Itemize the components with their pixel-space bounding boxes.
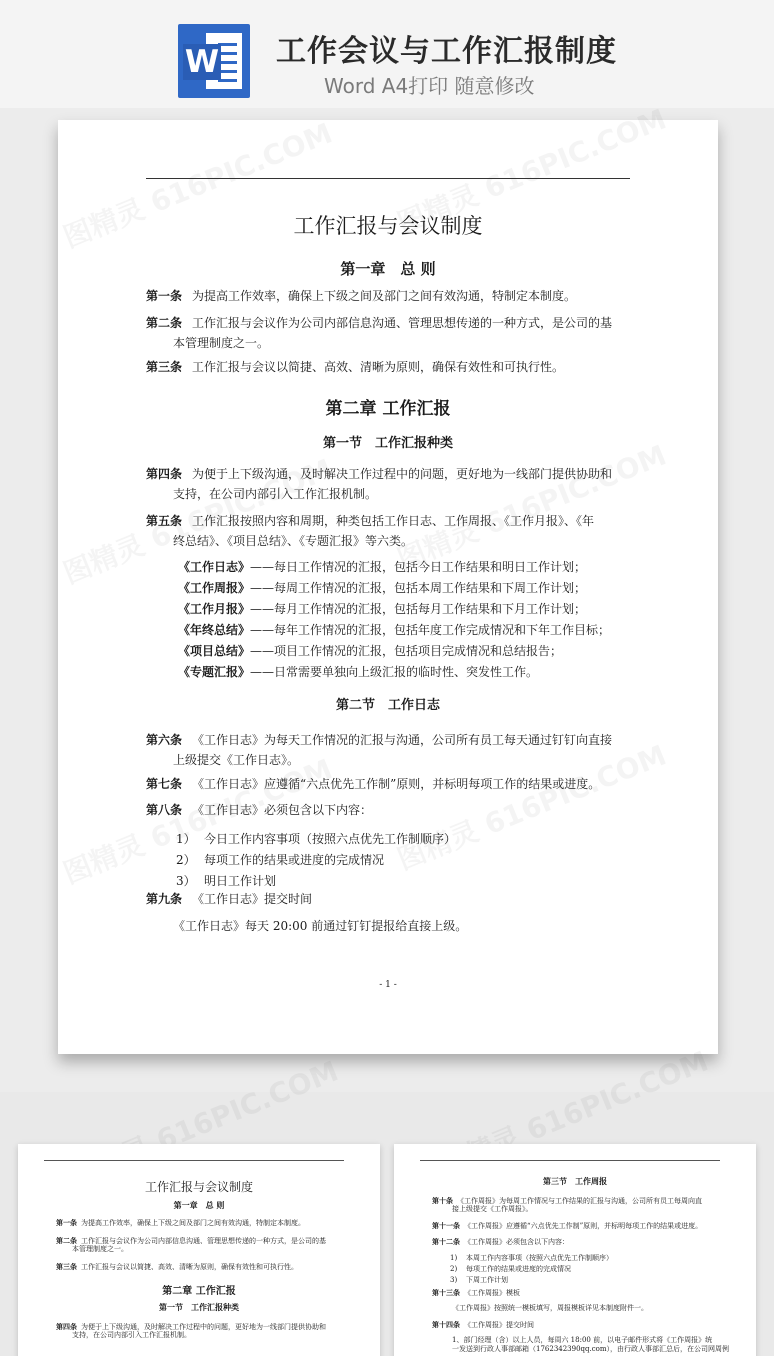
thumb-list-item: 2) 每项工作的结果或进度的完成情况: [450, 1265, 571, 1273]
banner-title: 工作会议与工作汇报制度: [276, 34, 617, 69]
thumb-line: 1、部门经理（含）以上人员，每周六 18:00 前，以电子邮件形式将《工作周报》统: [452, 1336, 713, 1344]
article-detail: 《工作日志》每天 20:00 前通过钉钉提报给直接上级。: [173, 919, 468, 933]
article: 第八条 《工作日志》必须包含以下内容：: [146, 803, 373, 817]
thumb-list-item: 1) 本周工作内容事项（按照六点优先工作制顺序）: [450, 1254, 613, 1262]
page-thumbnail-1[interactable]: [18, 1144, 380, 1356]
thumb-line: 第十一条 《工作周报》应遵循“六点优先工作制”原则，并标明每项工作的结果或进度。: [432, 1221, 703, 1230]
list-item: 3） 明日工作计划: [176, 874, 277, 888]
thumb-section: 第三节 工作周报: [543, 1176, 607, 1186]
thumb-line: 一发送到行政人事部邮箱（1762342390qq.com），由行政人事部汇总后，在公司网周例: [452, 1345, 729, 1353]
word-document-icon: [178, 24, 250, 98]
chapter-heading: 第一章 总 则: [340, 260, 436, 278]
thumb-line: 第十条 《工作周报》为每周工作情况与工作结果的汇报与沟通，公司所有员工每周向直: [432, 1196, 702, 1205]
header-rule: [146, 178, 630, 179]
article: 第五条 工作汇报按照内容和周期，种类包括工作日志、工作周报、《工作月报》、《年 终总结》、《项目总结》、《专题汇报》等六类。: [146, 514, 595, 548]
thumb-line: 第二条 工作汇报与会议作为公司内部信息沟通、管理思想传递的一种方式，是公司的基: [56, 1236, 326, 1245]
document-title: 工作汇报与会议制度: [293, 214, 483, 238]
thumb-chapter: 第二章 工作汇报: [162, 1286, 236, 1297]
article: 第六条 《工作日志》为每天工作情况的汇报与沟通，公司所有员工每天通过钉钉向直接 上级提交《工作日志》。: [146, 733, 613, 767]
section-heading: 第一节 工作汇报种类: [322, 436, 453, 451]
word-letter-icon: W: [184, 44, 220, 80]
banner-subtitle: Word A4打印 随意修改: [324, 74, 535, 98]
article: 第三条 工作汇报与会议以简捷、高效、清晰为原则，确保有效性和可执行性。: [146, 360, 565, 374]
list-item: 《工作周报》——每周工作情况的汇报，包括本周工作结果和下周工作计划；: [178, 581, 587, 595]
thumb-line: 《工作周报》按照统一模板填写，周报模板详见本制度附件一。: [452, 1304, 648, 1312]
list-item: 《年终总结》——每年工作情况的汇报，包括年度工作完成情况和下年工作目标；: [178, 623, 611, 637]
page-number: - 1 -: [379, 980, 397, 990]
article: 第九条 《工作日志》提交时间: [146, 892, 313, 906]
thumb-line: 第四条 为便于上下级沟通，及时解决工作过程中的问题，更好地为一线部门提供协助和: [56, 1322, 326, 1331]
thumbnail-strip: [0, 1092, 774, 1356]
thumb-line: 第十二条 《工作周报》必须包含以下内容：: [432, 1237, 569, 1246]
thumb-list-item: 3) 下周工作计划: [450, 1276, 508, 1284]
thumb-title: 工作汇报与会议制度: [144, 1180, 253, 1194]
thumb-line: 第一条 为提高工作效率，确保上下级之间及部门之间有效沟通，特制定本制度。: [56, 1218, 305, 1227]
article: 第四条 为便于上下级沟通，及时解决工作过程中的问题，更好地为一线部门提供协助和 支持，在公司内部引入工作汇报机制。: [146, 467, 613, 501]
thumb-line: 支持，在公司内部引入工作汇报机制。: [72, 1331, 191, 1339]
thumb-line: 接上级提交《工作周报》。: [452, 1205, 533, 1213]
article: 第七条 《工作日志》应遵循“六点优先工作制”原则，并标明每项工作的结果或进度。: [146, 777, 601, 791]
list-item: 1） 今日工作内容事项（按照六点优先工作制顺序）: [176, 832, 457, 846]
thumb-line: 第十三条 《工作周报》模板: [432, 1288, 520, 1297]
chapter-heading: 第二章 工作汇报: [325, 399, 451, 419]
list-item: 《工作月报》——每月工作情况的汇报，包括每月工作结果和下月工作计划；: [178, 602, 587, 616]
page-thumbnail-2[interactable]: [394, 1144, 756, 1356]
watermark: [391, 434, 672, 578]
thumb-section: 第一节 工作汇报种类: [159, 1302, 239, 1312]
article: 第二条 工作汇报与会议作为公司内部信息沟通、管理思想传递的一种方式，是公司的基 本管理制度之一。: [146, 316, 613, 350]
list-item: 2） 每项工作的结果或进度的完成情况: [176, 853, 385, 867]
thumb-line: 第十四条 《工作周报》提交时间: [432, 1320, 534, 1329]
thumb-chapter: 第一章 总 则: [173, 1200, 225, 1210]
article: 第一条 为提高工作效率，确保上下级之间及部门之间有效沟通，特制定本制度。: [146, 289, 577, 303]
list-item: 《专题汇报》——日常需要单独向上级汇报的临时性、突发性工作。: [178, 665, 539, 679]
header-banner: [0, 0, 774, 108]
thumb-line: 第三条 工作汇报与会议以简捷、高效、清晰为原则，确保有效性和可执行性。: [56, 1262, 298, 1271]
section-heading: 第二节 工作日志: [335, 698, 440, 713]
thumb-line: 本管理制度之一。: [72, 1245, 128, 1253]
document-page: [58, 120, 718, 1054]
list-item: 《项目总结》——项目工作情况的汇报，包括项目完成情况和总结报告；: [178, 644, 563, 658]
list-item: 《工作日志》——每日工作情况的汇报，包括今日工作结果和明日工作计划；: [178, 560, 587, 574]
